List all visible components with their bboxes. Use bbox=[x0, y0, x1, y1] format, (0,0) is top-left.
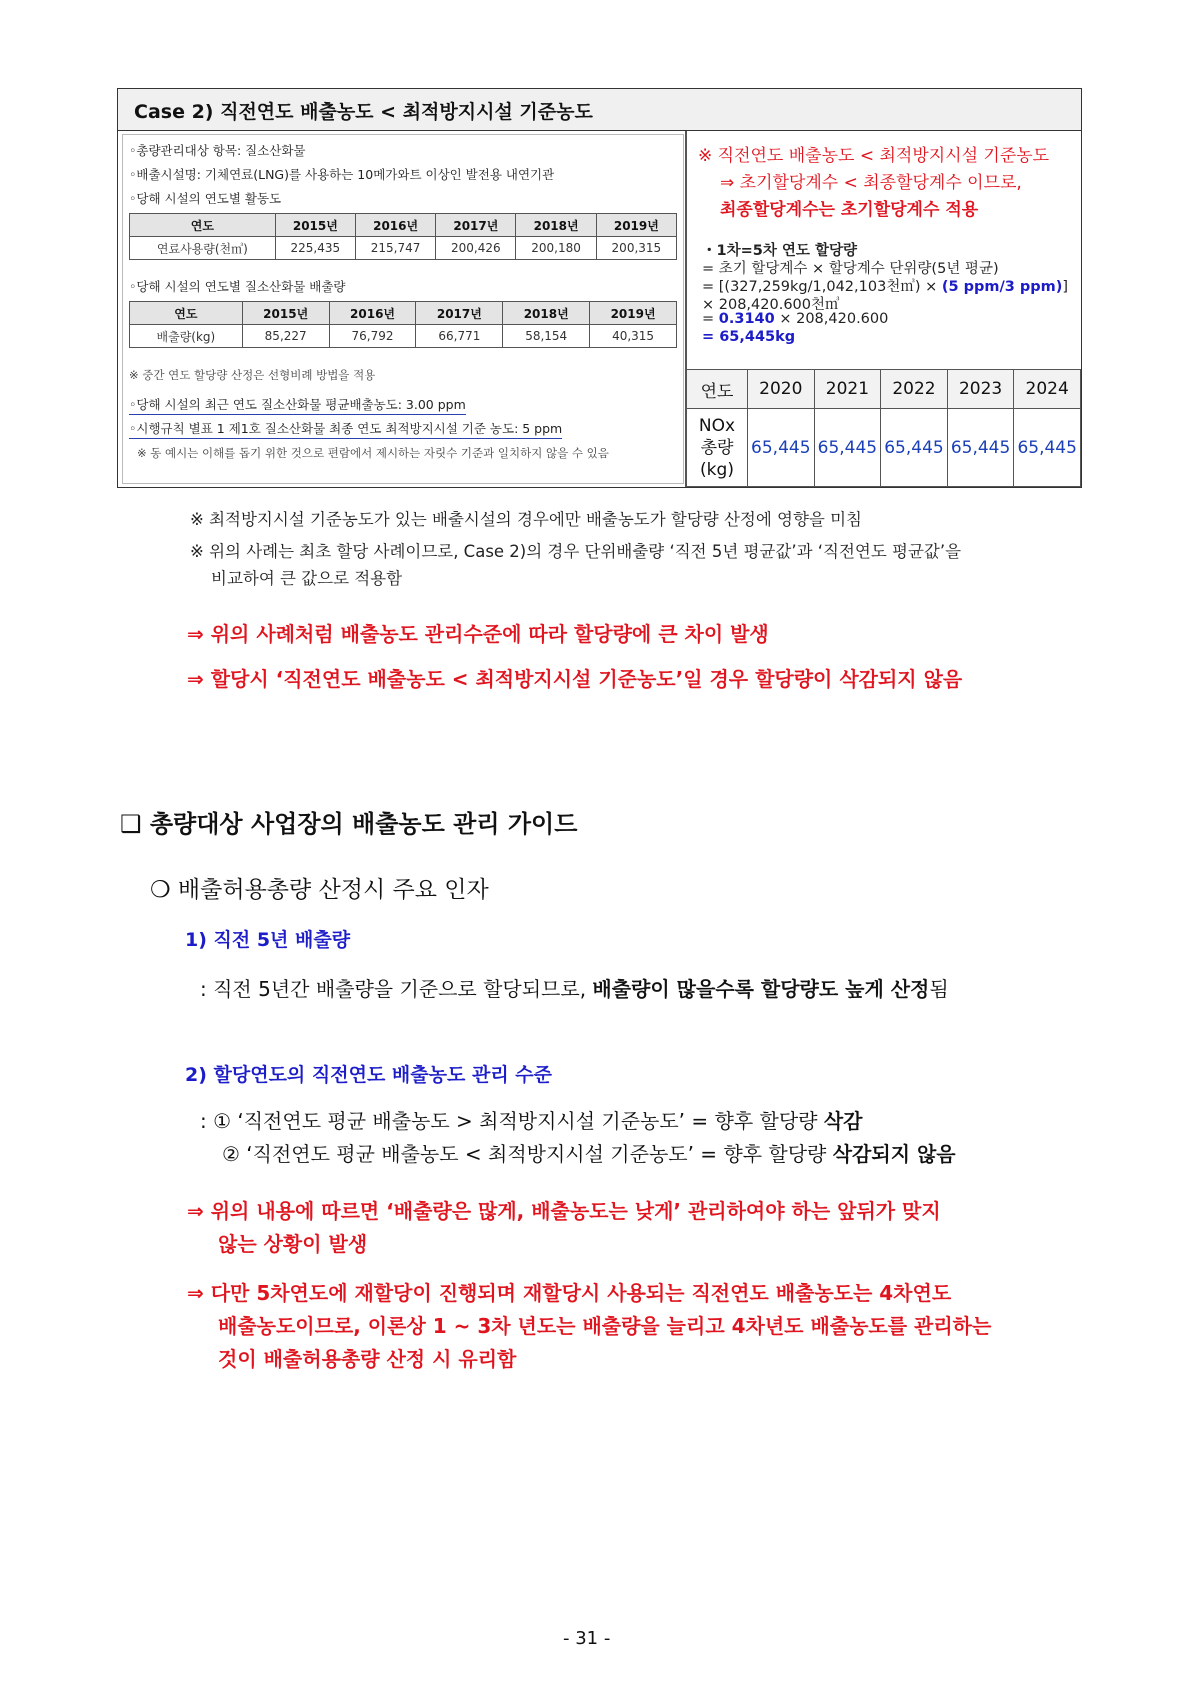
condition-text: ※ 직전연도 배출농도 < 최적방지시설 기준농도 bbox=[698, 146, 1050, 166]
coefficient-text: ⇒ 초기할당계수 < 최종할당계수 이므로, bbox=[720, 173, 1022, 193]
calc-result: = 65,445kg bbox=[702, 329, 796, 345]
table-header: 연도 bbox=[130, 302, 243, 325]
calc-line: = 초기 할당계수 × 할당계수 단위량(5년 평균) bbox=[702, 261, 999, 277]
year-header: 2024 bbox=[1014, 370, 1081, 409]
conclusion-line: ⇒ 위의 내용에 따르면 ‘배출량은 많게, 배출농도는 낮게’ 관리하여야 하는 앞뒤가 맞지 bbox=[187, 1199, 941, 1223]
table-header: 2015년 bbox=[242, 302, 329, 325]
conclusion-line: 배출농도이므로, 이론상 1 ~ 3차 년도는 배출량을 늘리고 4차년도 배출농도를 관리하는 bbox=[218, 1314, 992, 1338]
year-header: 2020 bbox=[748, 370, 815, 409]
row-label: 배출량(kg) bbox=[130, 325, 243, 348]
note-line: ※ 최적방지시설 기준농도가 있는 배출시설의 경우에만 배출농도가 할당량 산정에 영향을 미침 bbox=[190, 510, 862, 529]
table-header: 2019년 bbox=[590, 302, 677, 325]
facility-line: ◦배출시설명: 기체연료(LNG)를 사용하는 10메가와트 이상인 발전용 내연기관 bbox=[129, 167, 555, 182]
year-header: 2023 bbox=[947, 370, 1014, 409]
table-header: 연도 bbox=[687, 370, 748, 409]
conclusion-line: ⇒ 할당시 ‘직전연도 배출농도 < 최적방지시설 기준농도’일 경우 할당량이 삭감되지 않음 bbox=[187, 667, 963, 691]
fuel-table bbox=[129, 213, 677, 260]
note-line: 비교하여 큰 값으로 적용함 bbox=[211, 569, 403, 588]
text-span: ② ‘직전연도 평균 배출농도 < 최적방지시설 기준농도’ = 향후 할당량 bbox=[222, 1142, 833, 1166]
emphasis-text: 삭감 bbox=[823, 1109, 863, 1133]
case-box bbox=[117, 88, 1082, 488]
factor-text bbox=[222, 1138, 956, 1167]
table-cell: 225,435 bbox=[275, 237, 355, 260]
emission-table bbox=[129, 301, 677, 348]
conclusion-line: 않는 상황이 발생 bbox=[218, 1232, 368, 1256]
table-header: 2017년 bbox=[416, 302, 503, 325]
apply-text: 최종할당계수는 초기할당계수 적용 bbox=[720, 200, 979, 220]
table-header: 2019년 bbox=[596, 214, 676, 237]
allocation-value: 65,445 bbox=[947, 409, 1014, 487]
row-label bbox=[687, 409, 748, 487]
table-header: 2016년 bbox=[355, 214, 435, 237]
calc-line bbox=[702, 311, 888, 327]
allocation-table bbox=[686, 369, 1081, 487]
emission-line: ◦당해 시설의 연도별 질소산화물 배출량 bbox=[129, 279, 346, 294]
example-image-panel bbox=[122, 134, 684, 484]
allocation-value: 65,445 bbox=[881, 409, 948, 487]
factor-title: 1) 직전 5년 배출량 bbox=[185, 929, 351, 951]
calc-text: = bbox=[702, 311, 719, 327]
text-span: 됨 bbox=[929, 977, 949, 1001]
activity-line: ◦당해 시설의 연도별 활동도 bbox=[129, 191, 282, 206]
calc-line: × 208,420.600천㎥ bbox=[702, 297, 840, 313]
row-label-line: NOx bbox=[698, 415, 736, 436]
row-label: 연료사용량(천㎥) bbox=[130, 237, 276, 260]
row-label-line: 총량 bbox=[700, 437, 734, 458]
recent-concentration-line: ◦당해 시설의 최근 연도 질소산화물 평균배출농도: 3.00 ppm bbox=[129, 395, 466, 415]
text-span: : ① ‘직전연도 평균 배출농도 > 최적방지시설 기준농도’ = 향후 할당량 bbox=[200, 1109, 824, 1133]
table-header: 2016년 bbox=[329, 302, 416, 325]
table-cell: 200,426 bbox=[436, 237, 516, 260]
emphasis-text: 삭감되지 않음 bbox=[832, 1142, 956, 1166]
allocation-value: 65,445 bbox=[1014, 409, 1081, 487]
emphasis-text: 배출량이 많을수록 할당량도 높게 산정 bbox=[592, 977, 930, 1001]
disclaimer-note: ※ 동 예시는 이해를 돕기 위한 것으로 편람에서 제시하는 자릿수 기준과 일치하지 않을 수 있음 bbox=[137, 446, 609, 460]
item-line: ◦총량관리대상 항목: 질소산화물 bbox=[129, 143, 306, 158]
year-header: 2021 bbox=[814, 370, 881, 409]
table-cell: 200,180 bbox=[516, 237, 596, 260]
table-cell: 58,154 bbox=[503, 325, 590, 348]
note-line: ※ 위의 사례는 최초 할당 사례이므로, Case 2)의 경우 단위배출량 ‘직전 5년 평균값’과 ‘직전연도 평균값’을 bbox=[190, 542, 962, 561]
interpolation-note: ※ 중간 연도 할당량 산정은 선형비례 방법을 적용 bbox=[129, 368, 376, 382]
allocation-value: 65,445 bbox=[814, 409, 881, 487]
table-cell: 85,227 bbox=[242, 325, 329, 348]
page-number: - 31 - bbox=[563, 1628, 611, 1649]
table-cell: 215,747 bbox=[355, 237, 435, 260]
subsection-heading: ❍ 배출허용총량 산정시 주요 인자 bbox=[150, 877, 489, 903]
table-header: 연도 bbox=[130, 214, 276, 237]
coefficient-value: 0.3140 bbox=[718, 311, 775, 327]
conclusion-line: ⇒ 다만 5차연도에 재할당이 진행되며 재할당시 사용되는 직전연도 배출농도는 4차연도 bbox=[187, 1281, 952, 1305]
table-header: 2015년 bbox=[275, 214, 355, 237]
standard-concentration-line: ◦시행규칙 별표 1 제1호 질소산화물 최종 연도 최적방지시설 기준 농도: 5 ppm bbox=[129, 419, 562, 439]
calc-block bbox=[688, 239, 1078, 364]
conclusion-line: 것이 배출허용총량 산정 시 유리함 bbox=[218, 1347, 517, 1371]
table-cell: 66,771 bbox=[416, 325, 503, 348]
table-header: 2018년 bbox=[516, 214, 596, 237]
table-header: 2017년 bbox=[436, 214, 516, 237]
case-header: Case 2) 직전연도 배출농도 < 최적방지시설 기준농도 bbox=[118, 89, 1081, 131]
conclusion-line: ⇒ 위의 사례처럼 배출농도 관리수준에 따라 할당량에 큰 차이 발생 bbox=[187, 622, 769, 646]
ppm-ratio: (5 ppm/3 ppm) bbox=[941, 279, 1063, 295]
factor-text bbox=[200, 1105, 862, 1134]
section-heading: ❑ 총량대상 사업장의 배출농도 관리 가이드 bbox=[120, 810, 578, 838]
calc-title: ・1차=5차 연도 할당량 bbox=[702, 243, 857, 259]
table-cell: 200,315 bbox=[596, 237, 676, 260]
table-cell: 76,792 bbox=[329, 325, 416, 348]
allocation-value: 65,445 bbox=[748, 409, 815, 487]
factor-title: 2) 할당연도의 직전연도 배출농도 관리 수준 bbox=[185, 1064, 552, 1086]
row-label-line: (kg) bbox=[700, 459, 734, 480]
text-span: : 직전 5년간 배출량을 기준으로 할당되므로, bbox=[200, 977, 593, 1001]
calc-text: = [(327,259kg/1,042,103천㎥) × bbox=[702, 279, 942, 295]
calc-text: ] bbox=[1062, 279, 1069, 295]
calc-text: × 208,420.600 bbox=[774, 311, 889, 327]
factor-text bbox=[200, 973, 949, 1002]
table-header: 2018년 bbox=[503, 302, 590, 325]
table-cell: 40,315 bbox=[590, 325, 677, 348]
year-header: 2022 bbox=[881, 370, 948, 409]
